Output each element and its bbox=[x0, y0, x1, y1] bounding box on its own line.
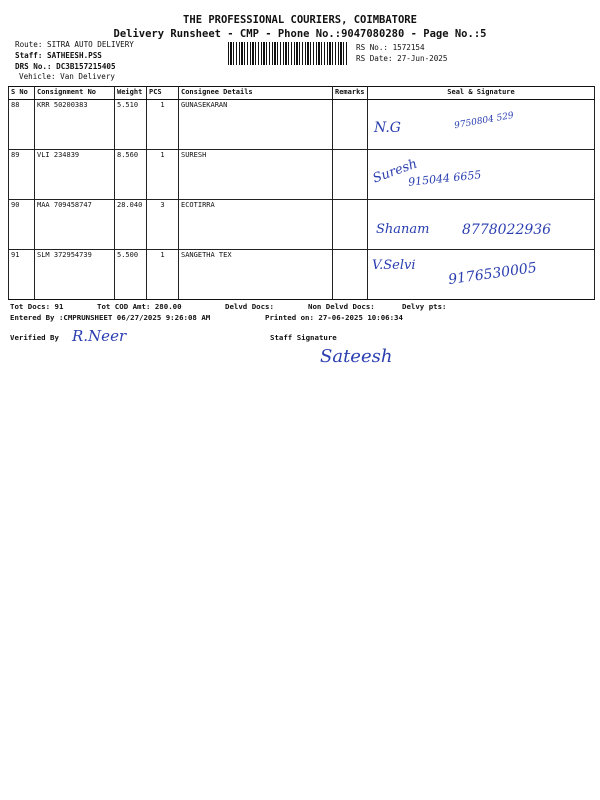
phone-handwritten: 9176530005 bbox=[447, 259, 538, 289]
staff-signature-label: Staff Signature bbox=[270, 333, 337, 342]
total-docs: Tot Docs: 91 bbox=[10, 302, 64, 311]
cell-sno: 89 bbox=[9, 150, 35, 200]
cell-consignment: SLM 372954739 bbox=[35, 250, 115, 300]
cell-signature bbox=[368, 100, 595, 150]
rs-number: RS No.: 1572154 bbox=[356, 43, 425, 52]
table-header-row bbox=[9, 87, 595, 100]
cell-consignee: ECOTIRRA bbox=[179, 200, 333, 250]
cell-remarks bbox=[333, 100, 368, 150]
phone-handwritten: 8778022936 bbox=[462, 222, 552, 238]
cell-consignee: GUNASEKARAN bbox=[179, 100, 333, 150]
non-delivered-docs: Non Delvd Docs: bbox=[308, 302, 375, 311]
route-label: Route: SITRA AUTO DELIVERY bbox=[15, 40, 134, 49]
signature-handwritten: Shanam bbox=[376, 222, 430, 237]
cell-weight: 5.510 bbox=[115, 100, 147, 150]
entered-by: Entered By :CMPRUNSHEET 06/27/2025 9:26:08 AM bbox=[10, 313, 211, 322]
signature-handwritten: N.G bbox=[374, 120, 401, 136]
cell-weight: 5.500 bbox=[115, 250, 147, 300]
cell-signature bbox=[368, 250, 595, 300]
drs-label: DRS No.: DC3B157215405 bbox=[15, 62, 116, 71]
col-sno: S No bbox=[9, 87, 35, 100]
table-row bbox=[9, 100, 595, 150]
printed-on: Printed on: 27-06-2025 10:06:34 bbox=[265, 313, 403, 322]
cell-signature bbox=[368, 200, 595, 250]
runsheet-title: Delivery Runsheet - CMP - Phone No.:9047080280 - Page No.:5 bbox=[113, 28, 487, 40]
phone-handwritten: 9750804 529 bbox=[453, 110, 515, 132]
cell-consignment: KRR 50200383 bbox=[35, 100, 115, 150]
cell-weight: 8.560 bbox=[115, 150, 147, 200]
verified-signature: R.Neer bbox=[72, 327, 127, 345]
staff-label: Staff: SATHEESH.PSS bbox=[15, 51, 102, 60]
signature-handwritten: Suresh bbox=[370, 156, 420, 187]
cell-pcs: 1 bbox=[147, 250, 179, 300]
barcode-image bbox=[228, 42, 348, 65]
cell-signature bbox=[368, 150, 595, 200]
table-row bbox=[9, 250, 595, 300]
cell-consignment: VLI 234839 bbox=[35, 150, 115, 200]
cell-remarks bbox=[333, 200, 368, 250]
col-consignment: Consignment No bbox=[35, 87, 115, 100]
col-weight: Weight bbox=[115, 87, 147, 100]
cell-sno: 90 bbox=[9, 200, 35, 250]
company-title: THE PROFESSIONAL COURIERS, COIMBATORE bbox=[183, 14, 417, 26]
cell-consignment: MAA 709458747 bbox=[35, 200, 115, 250]
col-pcs: PCS bbox=[147, 87, 179, 100]
total-cod: Tot COD Amt: 280.00 bbox=[97, 302, 182, 311]
cell-remarks bbox=[333, 250, 368, 300]
runsheet-table bbox=[8, 86, 595, 300]
signature-handwritten: V.Selvi bbox=[372, 258, 416, 273]
verified-by-label: Verified By bbox=[10, 333, 59, 342]
phone-handwritten: 915044 6655 bbox=[407, 168, 482, 189]
cell-consignee: SURESH bbox=[179, 150, 333, 200]
cell-pcs: 1 bbox=[147, 100, 179, 150]
rs-date: RS Date: 27-Jun-2025 bbox=[356, 54, 448, 63]
cell-weight: 28.040 bbox=[115, 200, 147, 250]
col-consignee: Consignee Details bbox=[179, 87, 333, 100]
table-row bbox=[9, 200, 595, 250]
cell-pcs: 1 bbox=[147, 150, 179, 200]
cell-pcs: 3 bbox=[147, 200, 179, 250]
delivered-docs: Delvd Docs: bbox=[225, 302, 274, 311]
vehicle-label: Vehicle: Van Delivery bbox=[19, 72, 116, 81]
table-row bbox=[9, 150, 595, 200]
staff-signature: Sateesh bbox=[320, 346, 393, 367]
col-remarks: Remarks bbox=[333, 87, 368, 100]
cell-consignee: SANGETHA TEX bbox=[179, 250, 333, 300]
cell-sno: 88 bbox=[9, 100, 35, 150]
delivery-points: Delvy pts: bbox=[402, 302, 447, 311]
cell-remarks bbox=[333, 150, 368, 200]
cell-sno: 91 bbox=[9, 250, 35, 300]
col-signature: Seal & Signature bbox=[368, 87, 595, 100]
